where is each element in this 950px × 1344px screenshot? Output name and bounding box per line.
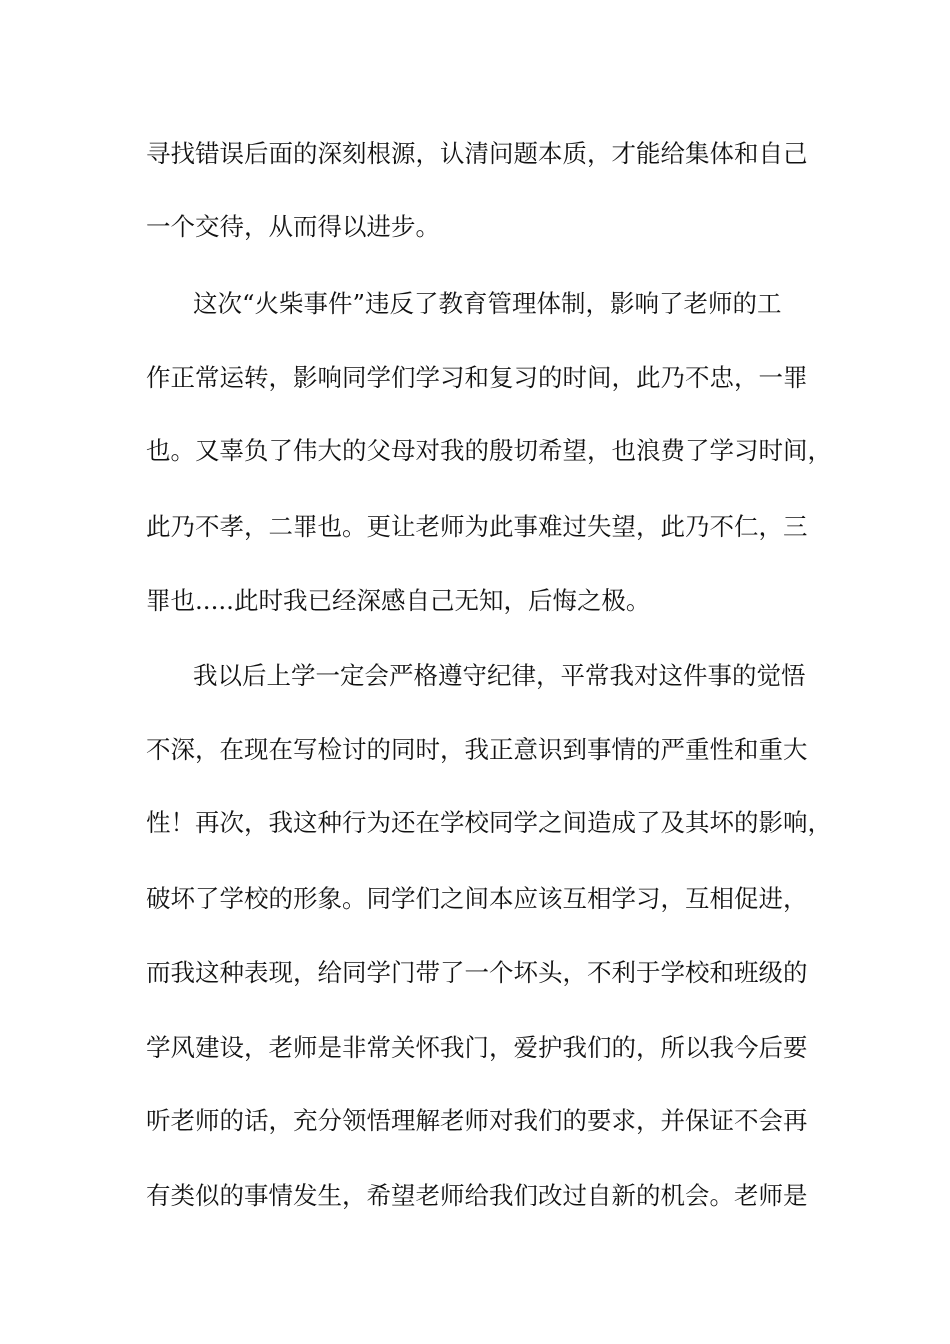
paragraph-3-line-2: 不深，在现在写检讨的同时，我正意识到事情的严重性和重大: [146, 735, 808, 764]
paragraph-3-line-1: 我以后上学一定会严格遵守纪律，平常我对这件事的觉悟: [193, 661, 806, 690]
paragraph-2-line-1: 这次“火柴事件”违反了教育管理体制，影响了老师的工: [193, 289, 782, 318]
paragraph-3-line-3: 性！再次，我这种行为还在学校同学之间造成了及其坏的影响，: [146, 808, 832, 837]
paragraph-3-line-6: 学风建设，老师是非常关怀我门，爱护我们的，所以我今后要: [146, 1033, 808, 1062]
paragraph-3-line-4: 破坏了学校的形象。同学们之间本应该互相学习，互相促进，: [146, 884, 808, 913]
paragraph-3-line-5: 而我这种表现，给同学门带了一个坏头，不利于学校和班级的: [146, 958, 808, 987]
paragraph-1-line-1: 寻找错误后面的深刻根源，认清问题本质，才能给集体和自己: [146, 139, 808, 168]
paragraph-2-line-2: 作正常运转，影响同学们学习和复习的时间，此乃不忠，一罪: [146, 363, 808, 392]
paragraph-2-line-5: 罪也.....此时我已经深感自己无知，后悔之极。: [146, 586, 651, 615]
paragraph-3-line-7: 听老师的话，充分领悟理解老师对我们的要求，并保证不会再: [146, 1106, 808, 1135]
paragraph-2-line-3: 也。又辜负了伟大的父母对我的殷切希望，也浪费了学习时间，: [146, 436, 832, 465]
paragraph-2-line-4: 此乃不孝，二罪也。更让老师为此事难过失望，此乃不仁，三: [146, 512, 808, 541]
paragraph-3-line-8: 有类似的事情发生，希望老师给我们改过自新的机会。老师是: [146, 1181, 808, 1210]
paragraph-1-line-2: 一个交待，从而得以进步。: [146, 212, 440, 241]
